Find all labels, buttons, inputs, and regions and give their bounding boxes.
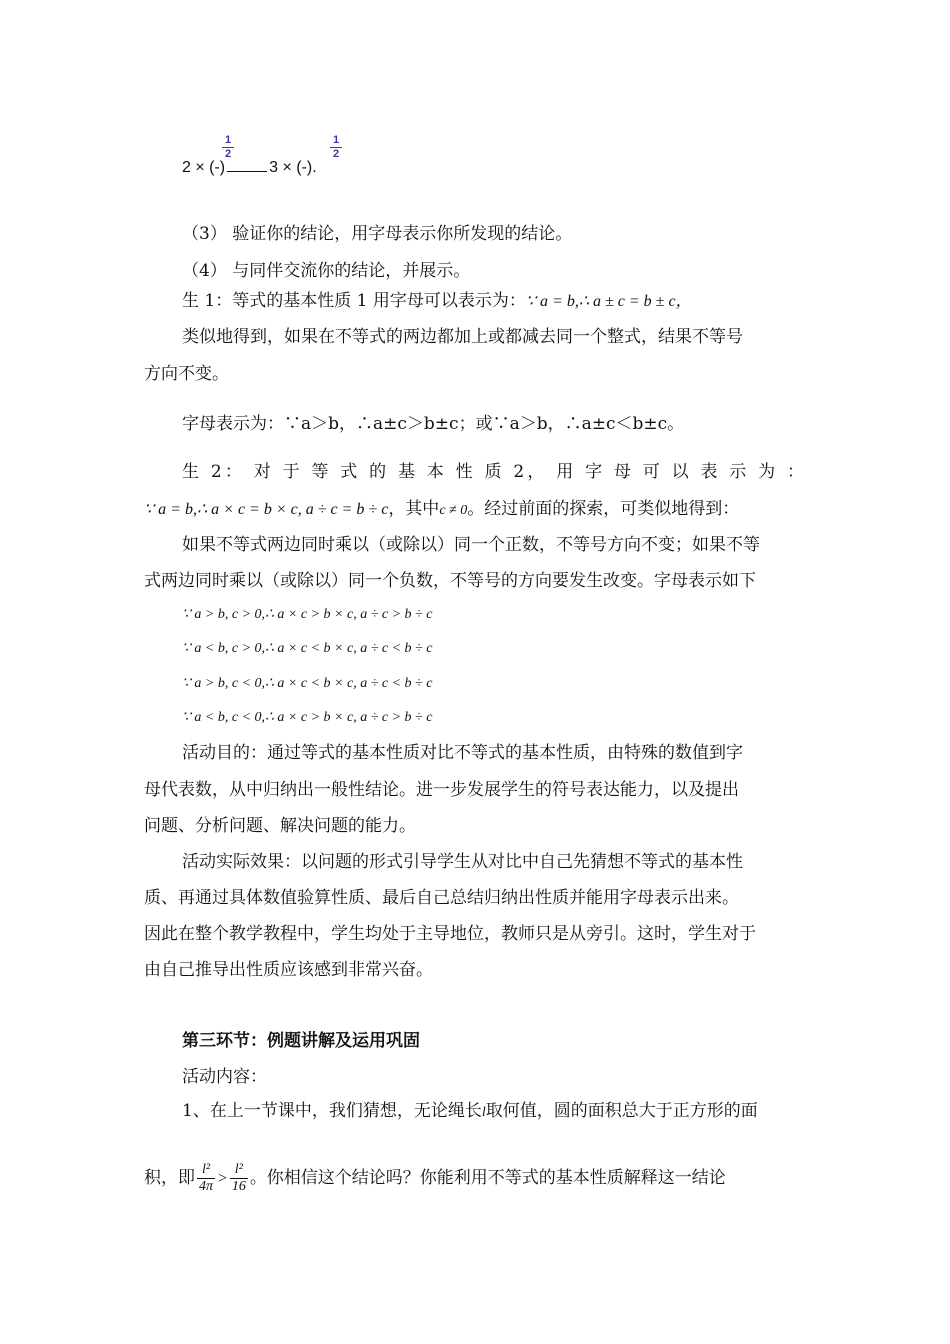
student2-line1: 生 2： 对 于 等 式 的 基 本 性 质 2， 用 字 母 可 以 表 示 为 ：	[182, 462, 804, 482]
property2-formula: ∵ a = b,∴ a × c = b × c, a ÷ c = b ÷ c	[144, 501, 389, 518]
effect-line4: 由自己推导出性质应该感到非常兴奋。	[144, 960, 433, 980]
circle-area-fraction: $\frac{\text{l²}}{4\pi}$	[199, 1162, 214, 1194]
left-close: )	[219, 159, 226, 176]
effect-line2: 质、再通过具体数值验算性质、最后自己总结归纳出性质并能用字母表示出来。	[144, 888, 739, 908]
item-4: （4） 与同伴交流你的结论，并展示。	[182, 261, 471, 281]
right-exponent-fraction: 1 2	[330, 134, 342, 160]
purpose-line2: 母代表数，从中归纳出一般性结论。进一步发展学生的符号表达能力，以及提出	[144, 780, 739, 800]
example1-line1: 1、在上一节课中，我们猜想，无论绳长l取何值，圆的面积总大于正方形的面	[182, 1101, 758, 1121]
effect-line3: 因此在整个教学教程中，学生均处于主导地位，教师只是从旁引。这时，学生对于	[144, 924, 756, 944]
left-exponent-fraction: 1 2	[222, 134, 234, 160]
right-close: ).	[306, 159, 317, 176]
student1-statement: 生 1：等式的基本性质 1 用字母可以表示为：∵ a = b,∴ a ± c = b ± c，	[182, 291, 692, 311]
multiply-paragraph-line2: 式两边同时乘以（或除以）同一个负数，不等号的方向要发生改变。字母表示如下	[144, 571, 756, 591]
comparison-expression	[182, 156, 317, 180]
inequality-formula-3: ∵ a > b, c < 0,∴ a × c < b × c, a ÷ c < b ÷ c	[182, 676, 433, 691]
rope-length-variable: l	[481, 1105, 486, 1120]
student2-line2: ∵ a = b,∴ a × c = b × c, a ÷ c = b ÷ c，其中c ≠ 0。经过前面的探索，可类似地得到：	[144, 499, 740, 519]
purpose-line3: 问题、分析问题、解决问题的能力。	[144, 816, 416, 836]
property1-formula: ∵ a = b,∴ a ± c = b ± c，	[525, 293, 692, 310]
multiply-paragraph-line1: 如果不等式两边同时乘以（或除以）同一个正数，不等号方向不变；如果不等	[182, 535, 760, 555]
similar-paragraph-line2: 方向不变。	[144, 364, 229, 384]
purpose-line1: 活动目的：通过等式的基本性质对比不等式的基本性质，由特殊的数值到字	[182, 743, 743, 763]
activity-content-label: 活动内容：	[182, 1067, 267, 1087]
right-expression: 3 × (-	[269, 159, 307, 176]
letter-representation: 字母表示为：∵a＞b，∴a±c＞b±c；或∵a＞b，∴a±c＜b±c。	[182, 414, 685, 434]
inequality-formula-2: ∵ a < b, c > 0,∴ a × c < b × c, a ÷ c < b ÷ c	[182, 641, 433, 656]
example1-line2: 积，即 $\frac{\text{l²}}{4\pi}$ > $\frac{\text{l²}}{16}$ 。你相信这个结论吗？你能利用不等式的基本性质解释这一结论	[144, 1162, 726, 1194]
square-area-fraction: $\frac{\text{l²}}{16}$	[231, 1162, 246, 1194]
inequality-formula-4: ∵ a < b, c < 0,∴ a × c > b × c, a ÷ c > b ÷ c	[182, 710, 433, 725]
c-nonzero-condition: c ≠ 0	[439, 503, 468, 518]
section-title: 第三环节：例题讲解及运用巩固	[182, 1031, 420, 1051]
inequality-formula-1: ∵ a > b, c > 0,∴ a × c > b × c, a ÷ c > b ÷ c	[182, 607, 433, 622]
item-3: （3） 验证你的结论，用字母表示你所发现的结论。	[182, 224, 573, 244]
effect-line1: 活动实际效果：以问题的形式引导学生从对比中自己先猜想不等式的基本性	[182, 852, 743, 872]
similar-paragraph-line1: 类似地得到，如果在不等式的两边都加上或都减去同一个整式，结果不等号	[182, 327, 743, 347]
left-expression: 2 × (-	[182, 159, 220, 176]
